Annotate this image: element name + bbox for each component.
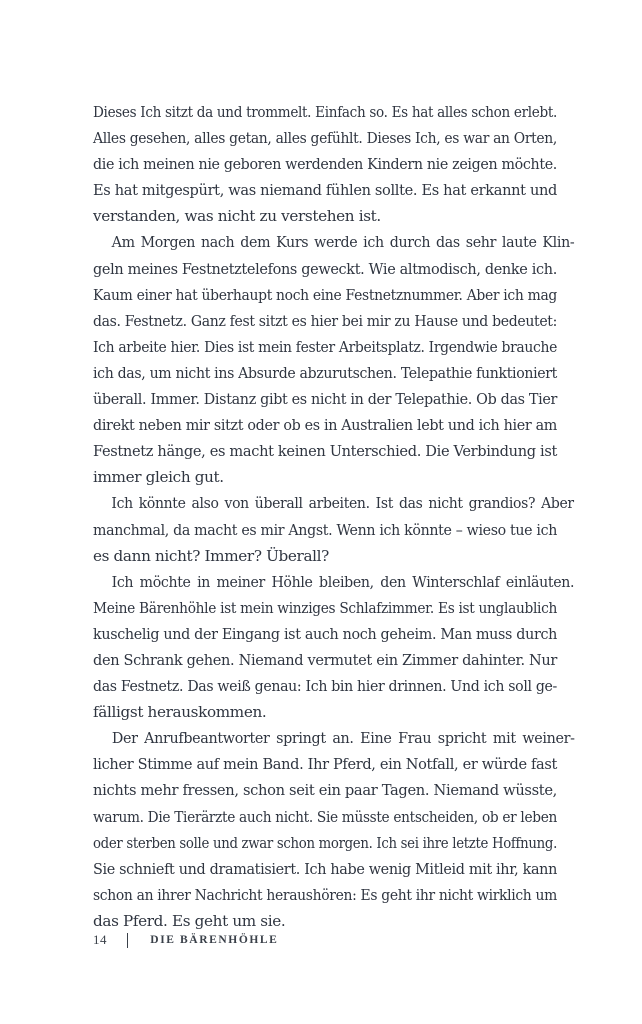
text-line: fälligst herauskommen. [93,703,267,722]
text-line: Sie schnieft und dramatisiert. Ich habe wenig Mitleid mit ihr, kann [93,859,557,878]
paragraph [93,490,574,568]
text-line: Am Morgen nach dem Kurs werde ich durch das sehr laute Klin- [111,233,575,252]
paragraph [93,725,575,934]
text-line: Dieses Ich sitzt da und trommelt. Einfach so. Es hat alles schon erlebt. [93,103,557,121]
text-line: Ich möchte in meiner Höhle bleiben, den Winterschlaf einläuten. [111,572,575,591]
text-line: kuschelig und der Eingang ist auch noch geheim. Man muss durch [93,624,557,643]
text-line: Ich könnte also von überall arbeiten. Ist das nicht grandios? Aber [111,494,574,513]
paragraph [93,229,575,490]
footer-divider [127,933,128,948]
text-line: oder sterben solle und zwar schon morgen. Ich sei ihre letzte Hoffnung. [93,833,557,852]
text-line: geln meines Festnetztelefons geweckt. Wie altmodisch, denke ich. [93,259,557,278]
text-line: licher Stimme auf mein Band. Ihr Pferd, ein Notfall, er würde fast [93,755,557,774]
text-line: Festnetz hänge, es macht keinen Unterschied. Die Verbindung ist [93,442,557,461]
text-line: das Pferd. Es geht um sie. [93,911,286,930]
text-line: manchmal, da macht es mir Angst. Wenn ich könnte – wieso tue ich [93,520,557,539]
text-line: verstanden, was nicht zu verstehen ist. [93,207,381,226]
text-line: es dann nicht? Immer? Überall? [93,546,329,565]
running-title: DIE BÄRENHÖHLE [150,934,279,946]
text-line: schon an ihrer Nachricht heraushören: Es geht ihr nicht wirklich um [93,885,557,904]
text-line: überall. Immer. Distanz gibt es nicht in der Telepathie. Ob das Tier [93,390,557,409]
text-line: Es hat mitgespürt, was niemand fühlen sollte. Es hat erkannt und [93,181,557,200]
text-line: immer gleich gut. [93,468,224,487]
text-line: die ich meinen nie geboren werdenden Kindern nie zeigen möchte. [93,155,557,174]
text-line: nichts mehr fressen, schon seit ein paar Tagen. Niemand wüsste, [93,781,557,800]
page-number: 14 [93,932,107,947]
text-line: direkt neben mir sitzt oder ob es in Australien lebt und ich hier am [93,416,557,435]
text-line: das. Festnetz. Ganz fest sitzt es hier bei mir zu Hause und bedeutet: [93,311,557,330]
page-footer [93,930,278,950]
text-line: Ich arbeite hier. Dies ist mein fester Arbeitsplatz. Irgendwie brauche [93,337,557,356]
text-line: Alles gesehen, alles getan, alles gefühlt. Dieses Ich, es war an Orten, [93,129,557,148]
text-line: den Schrank gehen. Niemand vermutet ein Zimmer dahinter. Nur [93,650,557,669]
text-line: Meine Bärenhöhle ist mein winziges Schlafzimmer. Es ist unglaublich [93,598,557,617]
text-line: Kaum einer hat überhaupt noch eine Festnetznummer. Aber ich mag [93,285,557,304]
text-line: warum. Die Tierärzte auch nicht. Sie müsste entscheiden, ob er leben [93,807,557,826]
paragraph [93,569,575,726]
paragraph [93,99,557,229]
text-line: ich das, um nicht ins Absurde abzurutschen. Telepathie funktioniert [93,363,557,382]
text-line: das Festnetz. Das weiß genau: Ich bin hier drinnen. Und ich soll ge- [93,677,557,696]
body-text [93,99,575,934]
text-line: Der Anrufbeantworter springt an. Eine Frau spricht mit weiner- [111,729,575,748]
